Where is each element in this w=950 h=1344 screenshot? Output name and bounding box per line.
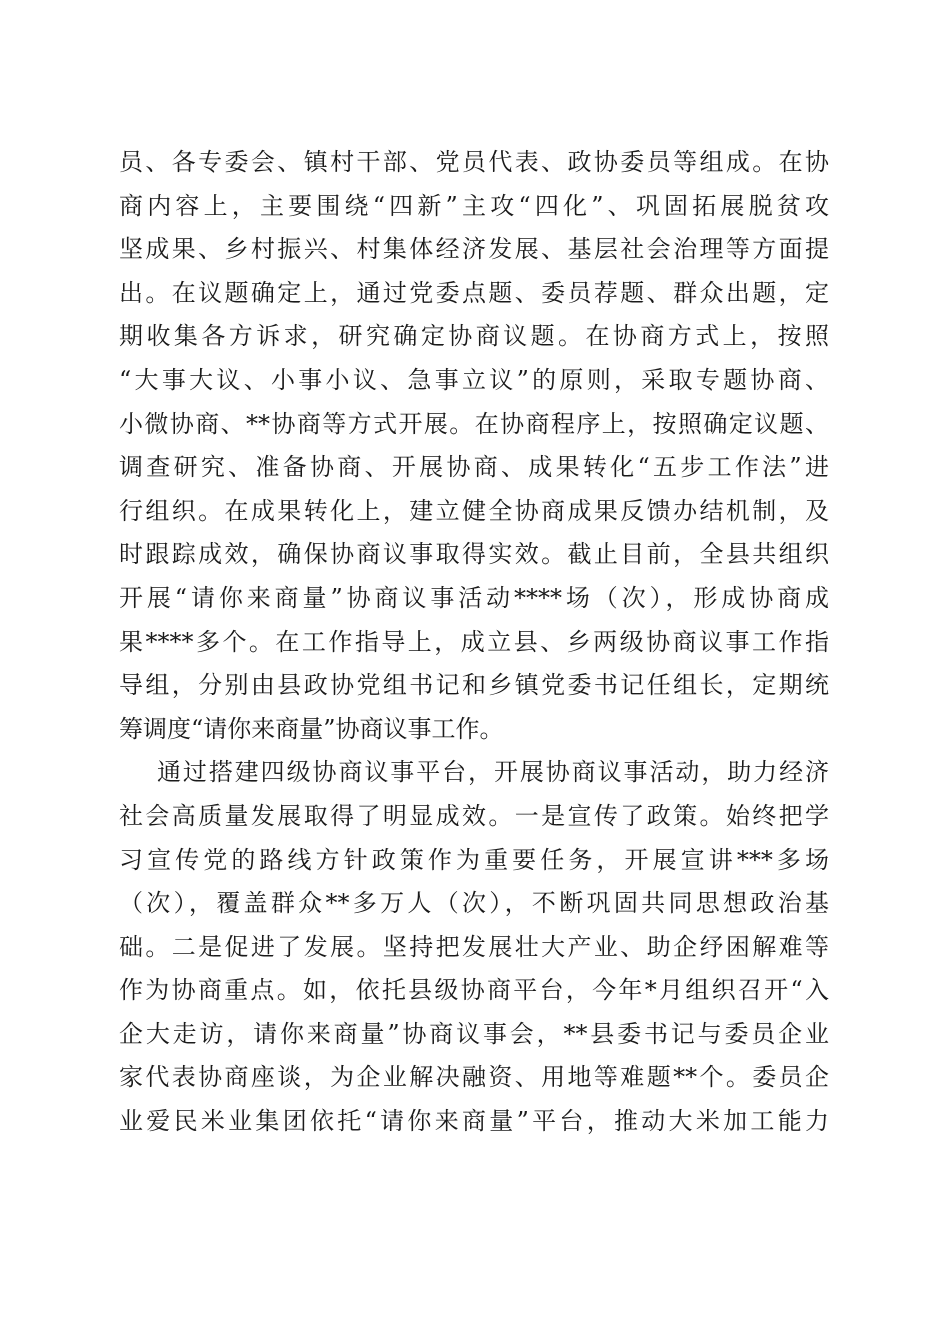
- text-line: 开展“请你来商量”协商议事活动****场（次），形成协商成: [119, 583, 829, 612]
- text-line: 企大走访，请你来商量”协商议事会，**县委书记与委员企业: [119, 1019, 829, 1048]
- text-line: 小微协商、**协商等方式开展。在协商程序上，按照确定议题、: [119, 409, 829, 438]
- text-line: “大事大议、小事小议、急事立议”的原则，采取专题协商、: [119, 365, 829, 394]
- text-line: 导组，分别由县政协党组书记和乡镇党委书记任组长，定期统: [119, 671, 829, 700]
- text-line: 业爱民米业集团依托“请你来商量”平台，推动大米加工能力: [119, 1107, 829, 1136]
- text-line: （次），覆盖群众**多万人（次），不断巩固共同思想政治基: [119, 889, 829, 918]
- paragraph-2: [119, 751, 829, 1143]
- text-line: 员、各专委会、镇村干部、党员代表、政协委员等组成。在协: [119, 148, 829, 176]
- text-line: 通过搭建四级协商议事平台，开展协商议事活动，助力经济: [157, 758, 829, 787]
- text-line: 行组织。在成果转化上，建立健全协商成果反馈办结机制，及: [119, 496, 829, 525]
- text-line: 坚成果、乡村振兴、村集体经济发展、基层社会治理等方面提: [119, 235, 829, 264]
- text-line: 筹调度“请你来商量”协商议事工作。: [119, 714, 504, 743]
- text-line: 社会高质量发展取得了明显成效。一是宣传了政策。始终把学: [119, 801, 829, 830]
- text-line: 出。在议题确定上，通过党委点题、委员荐题、群众出题，定: [119, 278, 829, 307]
- text-line: 调查研究、准备协商、开展协商、成果转化“五步工作法”进: [119, 453, 829, 482]
- text-line: 家代表协商座谈，为企业解决融资、用地等难题**个。委员企: [119, 1063, 829, 1092]
- text-line: 作为协商重点。如，依托县级协商平台，今年*月组织召开“入: [119, 976, 829, 1005]
- text-line: 果****多个。在工作指导上，成立县、乡两级协商议事工作指: [119, 627, 829, 656]
- text-line: 期收集各方诉求，研究确定协商议题。在协商方式上，按照: [119, 322, 829, 351]
- text-line: 础。二是促进了发展。坚持把发展壮大产业、助企纾困解难等: [119, 932, 829, 961]
- text-line: 时跟踪成效，确保协商议事取得实效。截止目前，全县共组织: [119, 540, 829, 569]
- body-text: [119, 141, 829, 1144]
- text-line: 商内容上，主要围绕“四新”主攻“四化”、巩固拓展脱贫攻: [119, 191, 829, 220]
- text-line: 习宣传党的路线方针政策作为重要任务，开展宣讲***多场: [119, 845, 829, 874]
- paragraph-1: [119, 141, 829, 751]
